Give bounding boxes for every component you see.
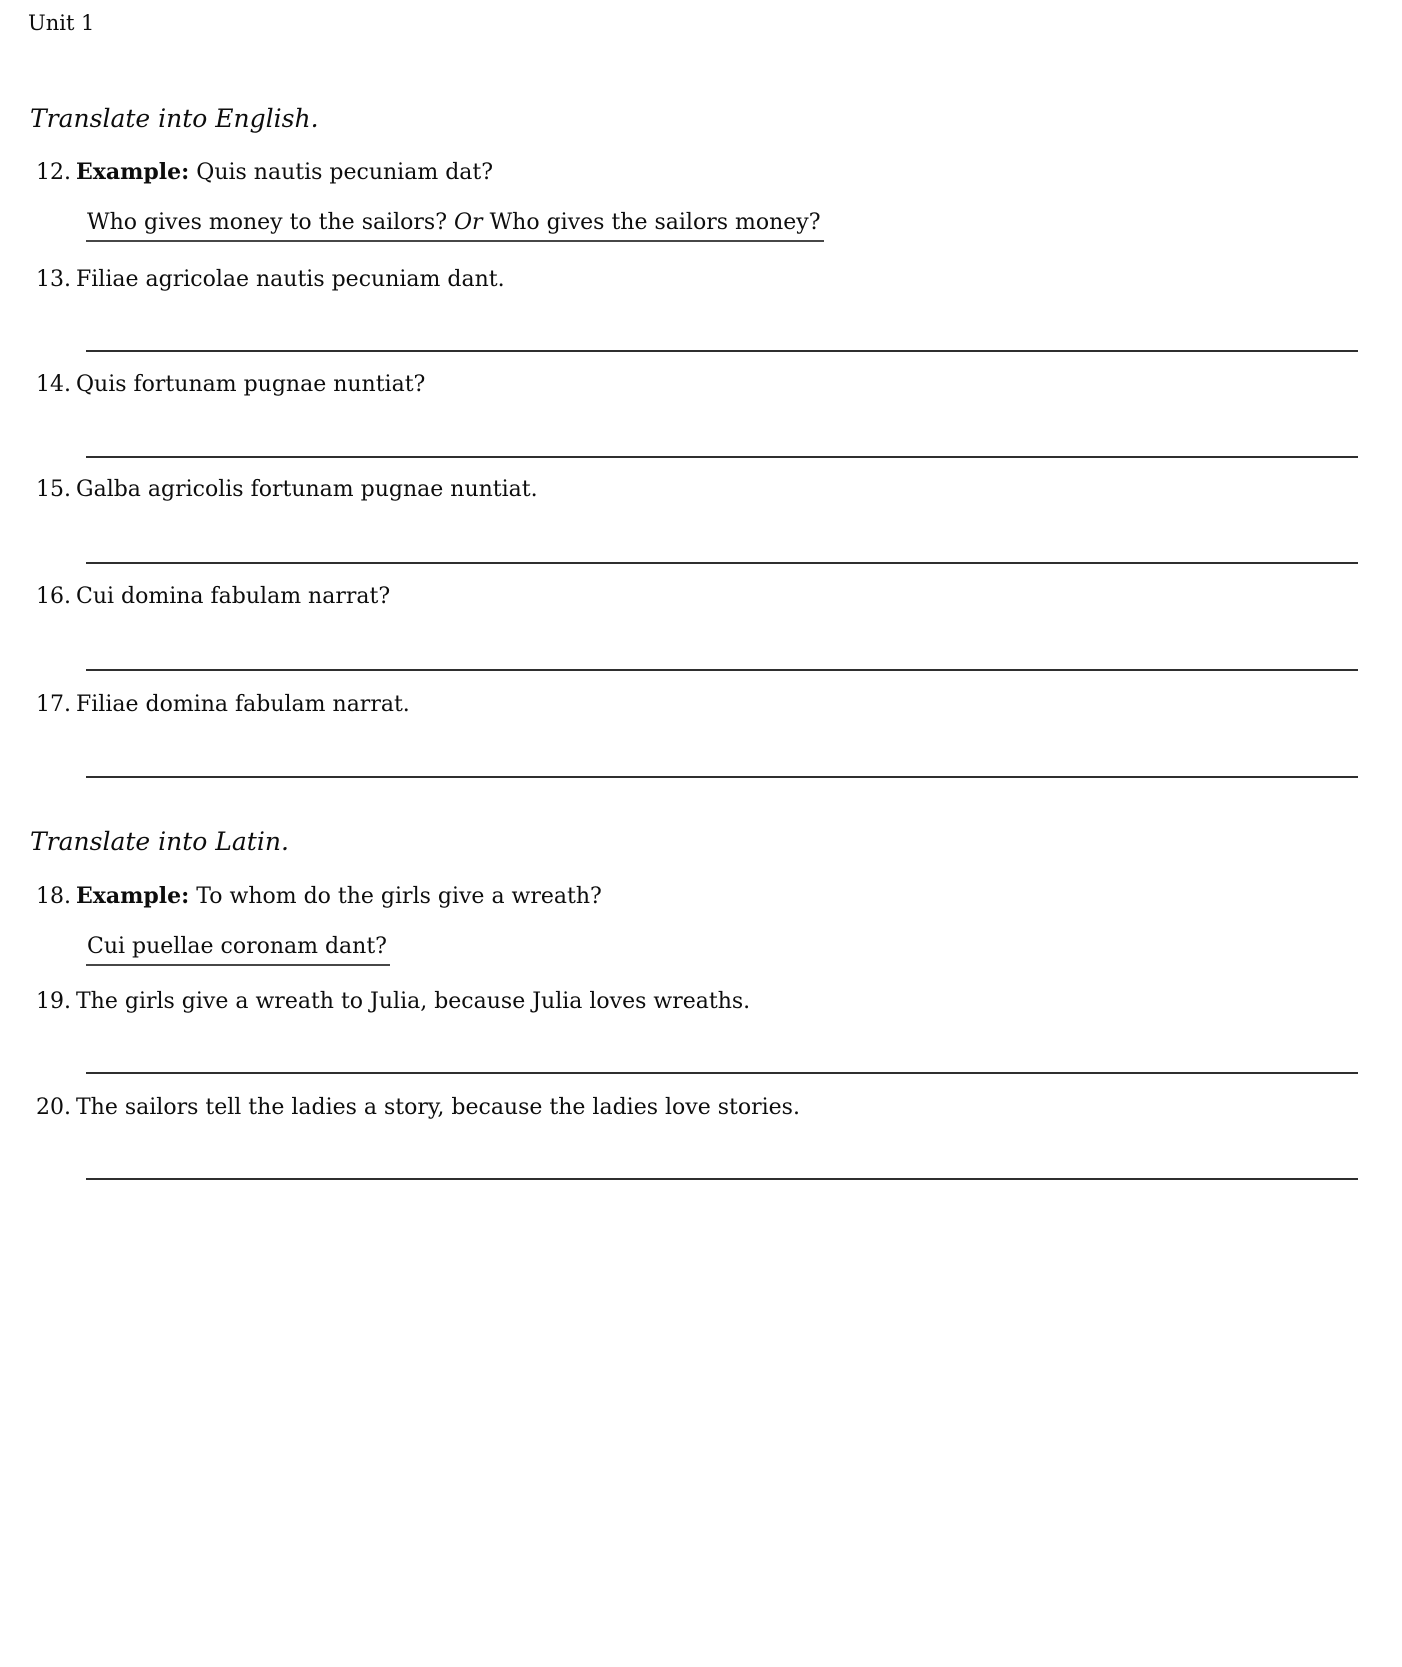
item-20-number: 20. [36, 1095, 71, 1120]
answer-line-20[interactable] [86, 1178, 1358, 1180]
item-12-number: 12. [36, 160, 71, 185]
section-heading-translate-into-latin: Translate into Latin. [30, 827, 289, 856]
item-18-prompt [76, 883, 602, 911]
example-answer-12-underlined [86, 210, 824, 242]
item-12-prompt [76, 159, 493, 187]
item-13-prompt: Filiae agricolae nautis pecuniam dant. [76, 267, 505, 292]
answer-line-15[interactable] [86, 562, 1358, 564]
item-17 [36, 691, 410, 719]
item-20 [36, 1094, 800, 1122]
item-15 [36, 476, 538, 504]
item-17-prompt: Filiae domina fabulam narrat. [76, 692, 410, 717]
item-19 [36, 988, 750, 1016]
example-answer-12-or: Or [454, 210, 483, 235]
answer-line-16[interactable] [86, 669, 1358, 671]
example-answer-12 [86, 210, 824, 242]
item-15-prompt: Galba agricolis fortunam pugnae nuntiat. [76, 477, 538, 502]
item-14 [36, 371, 425, 399]
item-18 [36, 883, 602, 911]
example-answer-18 [86, 934, 390, 966]
example-answer-12-part-1: Who gives money to the sailors? [87, 210, 455, 235]
item-12-example-label: Example: [76, 159, 190, 185]
answer-line-14[interactable] [86, 456, 1358, 458]
section-heading-translate-into-english: Translate into English. [30, 104, 319, 133]
item-16-prompt: Cui domina fabulam narrat? [76, 584, 391, 609]
item-20-prompt: The sailors tell the ladies a story, because the ladies love stories. [76, 1095, 800, 1120]
item-14-number: 14. [36, 372, 71, 397]
item-15-number: 15. [36, 477, 71, 502]
answer-line-19[interactable] [86, 1072, 1358, 1074]
item-17-number: 17. [36, 692, 71, 717]
example-answer-18-underlined [86, 934, 390, 966]
item-18-prompt-text: To whom do the girls give a wreath? [196, 884, 602, 909]
item-12-prompt-text: Quis nautis pecuniam dat? [196, 160, 494, 185]
item-14-prompt: Quis fortunam pugnae nuntiat? [76, 372, 426, 397]
item-16 [36, 583, 390, 611]
item-19-prompt: The girls give a wreath to Julia, because Julia loves wreaths. [76, 989, 751, 1014]
answer-line-13[interactable] [86, 350, 1358, 352]
item-12 [36, 159, 493, 187]
answer-line-17[interactable] [86, 776, 1358, 778]
example-answer-12-part-2: Who gives the sailors money? [482, 210, 821, 235]
example-answer-18-part-1: Cui puellae coronam dant? [87, 934, 387, 959]
item-16-number: 16. [36, 584, 71, 609]
item-18-example-label: Example: [76, 883, 190, 909]
item-13 [36, 266, 505, 294]
item-13-number: 13. [36, 267, 71, 292]
unit-label: Unit 1 [28, 11, 95, 35]
item-18-number: 18. [36, 884, 71, 909]
item-19-number: 19. [36, 989, 71, 1014]
